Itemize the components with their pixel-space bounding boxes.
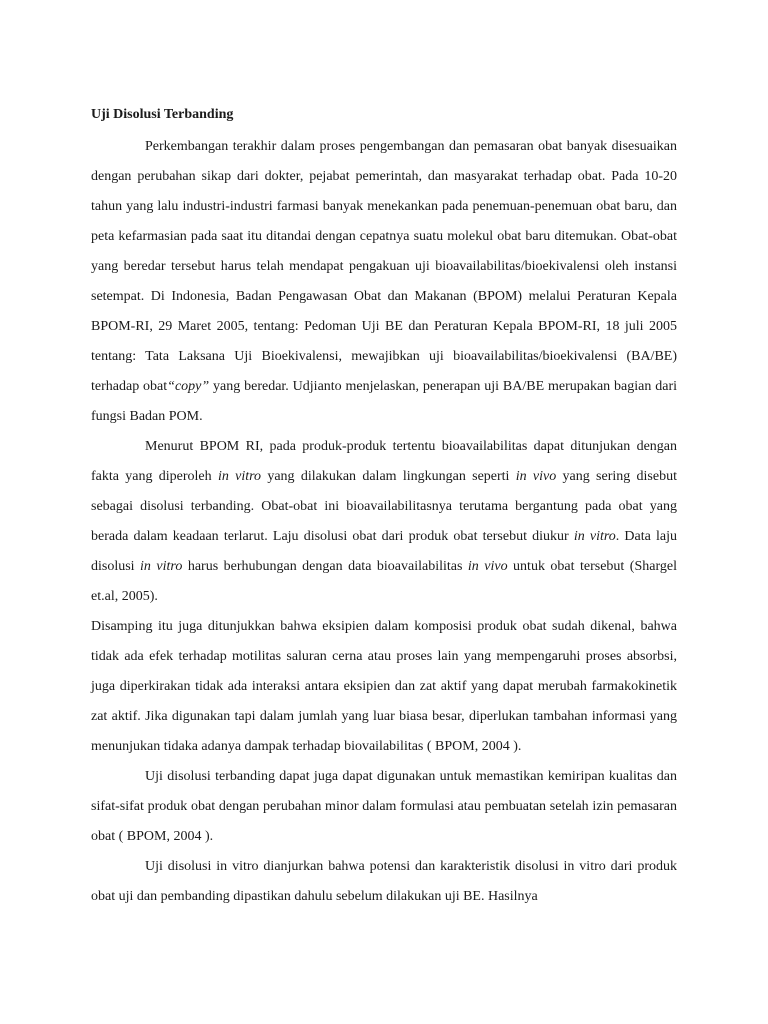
text-segment: Uji disolusi terbanding dapat juga dapat digunakan untuk memastikan kemiripan kualitas dan sifat-sifat produk obat dengan perubahan minor dalam formulasi atau pembuatan setelah izin pemasaran obat ( BPOM, 2004 ).	[91, 769, 677, 844]
text-segment: Disamping itu juga ditunjukkan bahwa eksipien dalam komposisi produk obat sudah dikenal, bahwa tidak ada efek terhadap motilitas saluran cerna atau proses lain yang mempengaruhi proses absorbsi, juga diperkirakan tidak ada interaksi antara eksipien dan zat aktif yang dapat merubah farmakokinetik zat aktif. Jika digunakan tapi dalam jumlah yang luar biasa besar, diperlukan tambahan informasi yang menunjukan tidaka adanya dampak terhadap biovailabilitas ( BPOM, 2004 ).	[91, 619, 677, 754]
section-heading: Uji Disolusi Terbanding	[91, 107, 234, 122]
text-segment: yang sering disebut sebagai disolusi terbanding. Obat-obat ini bioavailabilitasnya terutama bergantung pada obat yang berada dalam keadaan terlarut. Laju disolusi obat dari produk obat tersebut diukur	[91, 469, 677, 544]
text-segment-italic: in vitro	[140, 559, 183, 574]
text-segment: harus berhubungan dengan data bioavailabilitas	[182, 559, 468, 574]
text-segment: yang dilakukan dalam lingkungan seperti	[261, 469, 516, 484]
text-segment: Perkembangan terakhir dalam proses pengembangan dan pemasaran obat banyak disesuaikan dengan perubahan sikap dari dokter, pejabat pemerintah, dan masyarakat terhadap obat. Pada 10-20 tahun yang lalu industri-industri farmasi banyak menekankan pada penemuan-penemuan obat baru, dan peta kefarmasian pada saat itu ditandai dengan cepatnya suatu molekul obat baru ditemukan. Obat-obat yang beredar tersebut harus telah mendapat pengakuan uji bioavailabilitas/bioekivalensi oleh instansi setempat. Di Indonesia, Badan Pengawasan Obat dan Makanan (BPOM) melalui Peraturan Kepala BPOM-RI, 29 Maret 2005, tentang: Pedoman Uji BE dan Peraturan Kepala BPOM-RI, 18 juli 2005 tentang: Tata Laksana Uji Bioekivalensi, mewajibkan uji bioavailabilitas/bioekivalensi (BA/BE) terhadap obat	[91, 139, 677, 394]
paragraph-3	[91, 612, 677, 762]
paragraph-4	[91, 762, 677, 852]
text-segment-italic: in vivo	[467, 559, 508, 574]
text-segment: . Data laju disolusi	[91, 529, 678, 574]
text-segment: yang beredar. Udjianto menjelaskan, penerapan uji BA/BE merupakan bagian dari fungsi Badan POM.	[91, 379, 677, 424]
paragraph-2	[91, 432, 677, 612]
text-segment-italic: “copy”	[167, 379, 210, 394]
text-segment: Uji disolusi in vitro dianjurkan bahwa potensi dan karakteristik disolusi in vitro dari produk obat uji dan pembanding dipastikan dahulu sebelum dilakukan uji BE. Hasilnya	[91, 859, 677, 904]
text-segment-italic: in vivo	[515, 469, 557, 484]
text-segment-italic: in vitro	[573, 529, 616, 544]
paragraph-1	[91, 132, 677, 432]
text-segment-italic: in vitro	[217, 469, 262, 484]
text-segment: Menurut BPOM RI, pada produk-produk tertentu bioavailabilitas dapat ditunjukan dengan fakta yang diperoleh	[91, 439, 677, 484]
text-segment: untuk obat tersebut (Shargel et.al, 2005).	[91, 559, 677, 604]
document-body	[91, 102, 677, 912]
paragraph-5	[91, 852, 677, 912]
